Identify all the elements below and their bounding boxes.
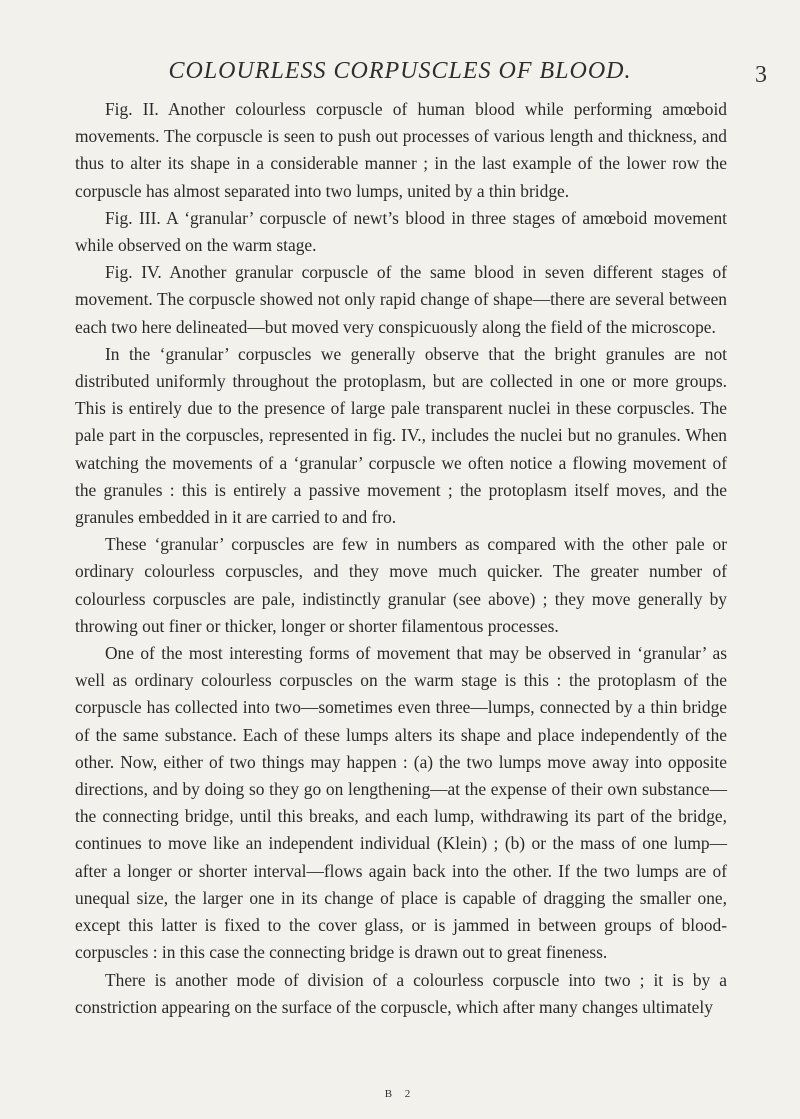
paragraph-fig-ii: Fig. II. Another colourless corpuscle of human blood while performing amœboid movements. The corpuscle is seen to push out processes of various length and thickness, and thus to alter its shape in a considerable manner ; in the last example of the lower row the corpuscle has almost separated into two lumps, united by a thin bridge.	[75, 99, 727, 201]
paragraph-granular-numbers: These ‘granular’ corpuscles are few in numbers as compared with the other pale or ordinary colourless corpuscles, and they move much quicker. The greater number of colourless corpuscles are pale, indistinctly granular (see above) ; they move generally by throwing out finer or thicker, longer or shorter filamentous processes.	[75, 534, 727, 636]
paragraph-division: There is another mode of division of a colourless corpuscle into two ; it is by a constriction appearing on the surface of the corpuscle, which after many changes ultimately	[75, 969, 727, 1017]
paragraph-fig-iii: Fig. III. A ‘granular’ corpuscle of newt’s blood in three stages of amœboid movement while observed on the warm stage.	[75, 207, 727, 256]
signature-mark: B 2	[384, 1088, 416, 1100]
paragraph-movement-forms: One of the most interesting forms of movement that may be observed in ‘granular’ as well as ordinary colourless corpuscles on the warm stage is this : the protoplasm of the corpuscle has collected into two—sometimes even three—lumps, connected by a thin bridge of the same substance. Each of these lumps alters its shape and place independently of the other. Now, either of two things may happen : (a) the two lumps move away into opposite directions, and by doing so they go on lengthening—at the expense of their own substance—the connecting bridge, until this breaks, and each lump, withdrawing its part of the bridge, continues to move like an independent individual (Klein) ; (b) or the mass of one lump—after a longer or shorter interval—flows again back into the other. If the two lumps are of unequal size, the larger one in its change of place is capable of dragging the smaller one, except this latter is fixed to the cover glass, or is jammed in between groups of blood-corpuscles : in this case the connecting bridge is drawn out to great fineness.	[75, 643, 727, 963]
page-number: 3	[755, 62, 767, 88]
body-text	[75, 96, 727, 1021]
paragraph-fig-iv: Fig. IV. Another granular corpuscle of the same blood in seven different stages of movement. The corpuscle showed not only rapid change of shape—there are several between each two here delineated—but moved very conspicuously along the field of the microscope.	[75, 262, 727, 337]
paragraph-granular-corpuscles: In the ‘granular’ corpuscles we generally observe that the bright granules are not distributed uniformly throughout the protoplasm, but are collected in one or more groups. This is entirely due to the presence of large pale transparent nuclei in these corpuscles. The pale part in the corpuscles, represented in fig. IV., includes the nuclei but no granules. When watching the movements of a ‘granular’ corpuscle we often notice a flowing movement of the granules : this is entirely a passive movement ; the protoplasm itself moves, and the granules embedded in it are carried to and fro.	[75, 343, 727, 528]
running-title: COLOURLESS CORPUSCLES OF BLOOD.	[168, 58, 632, 84]
